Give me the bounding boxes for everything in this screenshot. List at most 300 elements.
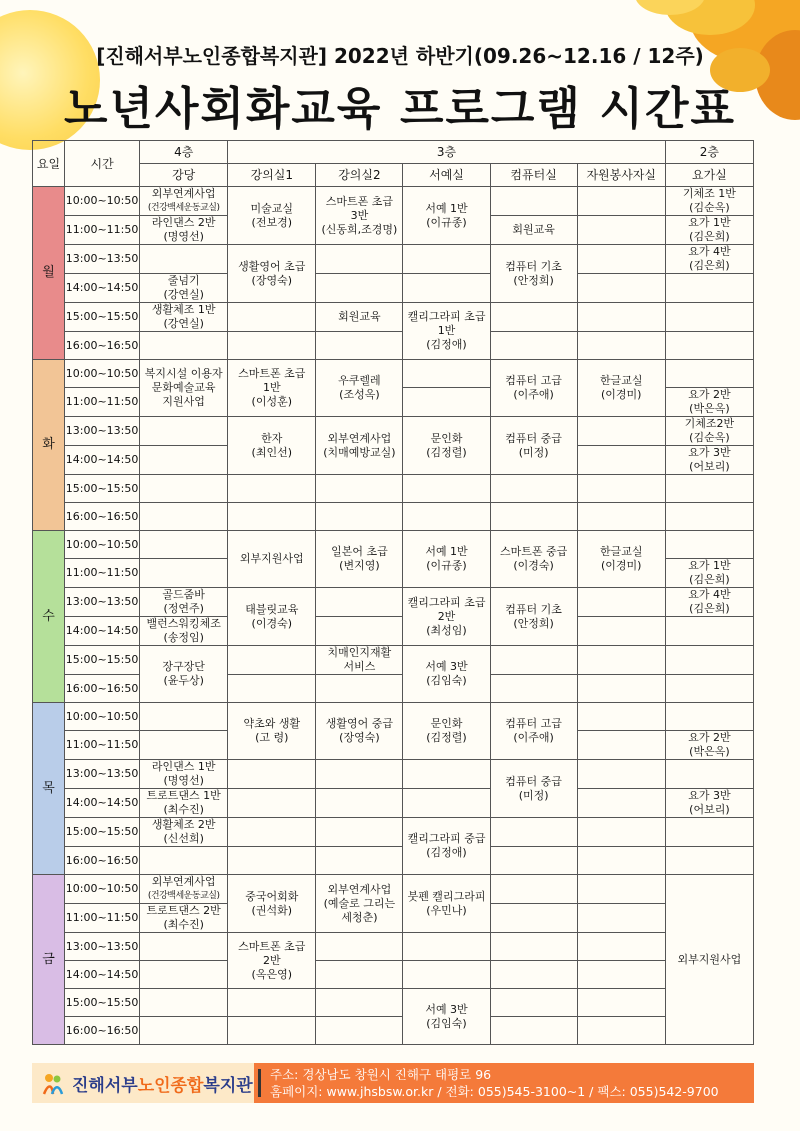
empty-cell <box>577 933 665 961</box>
instructor: (장영숙) <box>251 273 293 287</box>
empty-cell <box>140 731 228 760</box>
instructor: (송정임) <box>163 631 204 644</box>
fri-lecture2-a <box>316 875 403 933</box>
mon-yoga-2 <box>665 245 753 274</box>
empty-cell <box>577 989 665 1017</box>
empty-cell <box>577 274 665 303</box>
program-note: (치매예방교실) <box>323 445 396 459</box>
tue-yoga-3 <box>665 446 753 475</box>
instructor: (박은옥) <box>689 745 730 758</box>
time-slot: 16:00~16:50 <box>65 1017 140 1045</box>
empty-cell <box>140 245 228 274</box>
empty-cell <box>140 847 228 875</box>
program-name: 문화예술교육 <box>151 381 216 394</box>
empty-cell <box>665 847 753 875</box>
footer-info <box>270 1066 719 1100</box>
time-slot: 15:00~15:50 <box>65 646 140 675</box>
empty-cell <box>403 388 490 417</box>
empty-cell <box>577 904 665 933</box>
time-slot: 10:00~10:50 <box>65 703 140 731</box>
day-mon: 월 <box>33 187 65 360</box>
time-slot: 10:00~10:50 <box>65 187 140 216</box>
time-slot: 14:00~14:50 <box>65 274 140 303</box>
org-name-prefix: 진해서부 <box>72 1075 138 1096</box>
program-name: 서예 1반 <box>425 545 468 558</box>
empty-cell <box>316 503 403 531</box>
wed-yoga-1 <box>665 559 753 588</box>
instructor: (김정렬) <box>426 445 467 459</box>
empty-cell <box>316 675 403 703</box>
program-name: 컴퓨터 기초 <box>505 259 562 273</box>
empty-cell <box>577 417 665 446</box>
header-floor-4: 4층 <box>140 141 228 164</box>
program-name: 스마트폰 초급 <box>238 367 306 380</box>
mon-lecture1-b <box>228 245 316 303</box>
thu-auditorium-3 <box>140 789 228 818</box>
tue-auditorium-a <box>140 360 228 417</box>
program-name: 요가 4반 <box>688 588 731 601</box>
footer-brand <box>32 1063 254 1103</box>
empty-cell <box>577 617 665 646</box>
empty-cell <box>228 675 316 703</box>
wed-computer-b <box>490 588 577 646</box>
instructor: (이경숙) <box>513 559 554 572</box>
instructor: (윤두상) <box>163 674 204 687</box>
time-slot: 13:00~13:50 <box>65 760 140 789</box>
footer <box>32 1063 754 1103</box>
instructor: (이주애) <box>513 731 554 744</box>
instructor: (이경숙) <box>251 616 293 630</box>
empty-cell <box>490 503 577 531</box>
program-name: 컴퓨터 중급 <box>505 774 562 788</box>
tue-lecture1-a <box>228 360 316 417</box>
program-name: 약초와 생활 <box>243 717 301 730</box>
empty-cell <box>577 503 665 531</box>
empty-cell <box>403 933 490 961</box>
instructor: (안정희) <box>513 273 554 287</box>
time-slot: 15:00~15:50 <box>65 818 140 847</box>
empty-cell <box>228 789 316 818</box>
empty-cell <box>140 503 228 531</box>
organization-name <box>72 1071 253 1096</box>
program-name: 라인댄스 2반 <box>151 216 216 229</box>
empty-cell <box>140 531 228 559</box>
empty-cell <box>490 475 577 503</box>
instructor: (우민나) <box>426 903 467 917</box>
program-name: 요가 1반 <box>688 216 731 229</box>
timetable <box>32 140 754 1045</box>
empty-cell <box>316 332 403 360</box>
time-slot: 13:00~13:50 <box>65 245 140 274</box>
instructor: (김은희) <box>689 259 730 272</box>
empty-cell <box>490 847 577 875</box>
empty-cell <box>228 760 316 789</box>
program-note: (건강백세운동교실) <box>147 203 220 213</box>
empty-cell <box>577 475 665 503</box>
program-name: 한글교실 <box>599 374 643 387</box>
time-slot: 10:00~10:50 <box>65 360 140 388</box>
time-slot: 10:00~10:50 <box>65 875 140 904</box>
tue-yoga-1 <box>665 388 753 417</box>
empty-cell <box>665 617 753 646</box>
empty-cell <box>316 588 403 617</box>
time-slot: 16:00~16:50 <box>65 847 140 875</box>
empty-cell <box>665 303 753 332</box>
empty-cell <box>665 360 753 388</box>
program-name: 요가 1반 <box>688 559 731 572</box>
organization-logo-icon <box>40 1070 66 1096</box>
time-slot: 11:00~11:50 <box>65 904 140 933</box>
instructor: (장영숙) <box>339 731 380 744</box>
instructor: (미정) <box>518 788 549 802</box>
empty-cell <box>490 187 577 216</box>
fri-calligraphy-c <box>403 989 490 1045</box>
time-slot: 13:00~13:50 <box>65 588 140 617</box>
empty-cell <box>577 332 665 360</box>
program-name: 요가 3반 <box>688 446 731 459</box>
instructor: (김순옥) <box>689 201 730 214</box>
empty-cell <box>316 617 403 646</box>
program-name: 밸런스워킹체조 <box>146 617 221 630</box>
empty-cell <box>577 703 665 731</box>
program-name: 중국어회화 <box>245 889 299 903</box>
empty-cell <box>316 818 403 847</box>
instructor: (어보리) <box>689 803 730 816</box>
program-name: 골드줌바 <box>162 588 205 601</box>
time-slot: 14:00~14:50 <box>65 789 140 818</box>
empty-cell <box>316 274 403 303</box>
empty-cell <box>665 274 753 303</box>
program-name: 서예 3반 <box>425 1002 468 1016</box>
empty-cell <box>316 245 403 274</box>
program-name: 태블릿교육 <box>245 602 299 616</box>
fri-lecture1-b <box>228 933 316 989</box>
empty-cell <box>140 961 228 989</box>
program-note: (건강백세운동교실) <box>147 891 220 901</box>
empty-cell <box>490 875 577 904</box>
instructor: (강연실) <box>163 288 204 301</box>
empty-cell <box>228 503 316 531</box>
instructor: (이규종) <box>426 215 467 229</box>
empty-cell <box>577 961 665 989</box>
empty-cell <box>577 446 665 475</box>
tue-lecture2-a <box>316 360 403 417</box>
time-slot: 16:00~16:50 <box>65 503 140 531</box>
fri-auditorium-1 <box>140 904 228 933</box>
thu-calligraphy-b <box>403 818 490 875</box>
instructor: (김은희) <box>689 230 730 243</box>
empty-cell <box>490 961 577 989</box>
program-name: 기체조2반 <box>684 417 735 430</box>
empty-cell <box>577 646 665 675</box>
program-name: 서예 3반 <box>425 660 468 673</box>
program-name: 지원사업 <box>162 395 205 408</box>
instructor: (최수진) <box>163 803 204 816</box>
mon-computer-1: 회원교육 <box>490 216 577 245</box>
program-name: 스마트폰 중급 <box>499 545 568 558</box>
instructor: (이경미) <box>600 388 642 401</box>
tue-lecture1-b <box>228 417 316 475</box>
empty-cell <box>490 904 577 933</box>
empty-cell <box>577 818 665 847</box>
empty-cell <box>228 1017 316 1045</box>
instructor: (명영선) <box>163 774 204 787</box>
empty-cell <box>577 187 665 216</box>
program-name: 문인화 <box>430 717 463 730</box>
instructor: (명영선) <box>163 230 204 243</box>
program-class: 1반 <box>437 324 456 337</box>
mon-calligraphy-a <box>403 187 490 245</box>
instructor: (박은옥) <box>689 402 730 415</box>
mon-auditorium-4 <box>140 303 228 332</box>
empty-cell <box>140 417 228 446</box>
page-title: 노년사회화교육 프로그램 시간표 <box>64 82 736 135</box>
instructor: (미정) <box>518 445 549 459</box>
wed-yoga-2 <box>665 588 753 617</box>
time-slot: 14:00~14:50 <box>65 961 140 989</box>
program-name: 컴퓨터 고급 <box>505 717 562 730</box>
program-name: 요가 4반 <box>688 245 731 258</box>
tue-lecture2-b <box>316 417 403 475</box>
time-slot: 10:00~10:50 <box>65 531 140 559</box>
program-class: 1반 <box>262 381 281 394</box>
program-note: (예술로 그리는 <box>323 896 396 910</box>
program-name: 미술교실 <box>250 201 294 215</box>
empty-cell <box>140 446 228 475</box>
mon-calligraphy-b <box>403 303 490 360</box>
instructor: (김은희) <box>689 602 730 615</box>
program-name: 생활영어 초급 <box>238 259 306 273</box>
mon-lecture1-a <box>228 187 316 245</box>
empty-cell <box>228 475 316 503</box>
mon-computer-b <box>490 245 577 303</box>
program-name: 장구장단 <box>162 660 205 673</box>
empty-cell <box>316 789 403 818</box>
program-name: 스마트폰 초급 <box>238 939 306 953</box>
empty-cell <box>316 847 403 875</box>
instructor: (이주애) <box>513 388 554 401</box>
time-slot: 16:00~16:50 <box>65 675 140 703</box>
empty-cell <box>665 818 753 847</box>
empty-cell <box>577 588 665 617</box>
empty-cell <box>577 731 665 760</box>
day-tue: 화 <box>33 360 65 531</box>
header-floor-3: 3층 <box>228 141 666 164</box>
program-name: 생활영어 중급 <box>325 717 394 730</box>
program-name: 한자 <box>261 431 283 445</box>
empty-cell <box>316 989 403 1017</box>
program-name: 복지시설 이용자 <box>144 367 223 380</box>
mon-auditorium-3 <box>140 274 228 303</box>
header-time: 시간 <box>65 141 140 187</box>
instructor: (김순옥) <box>689 431 730 444</box>
header-day: 요일 <box>33 141 65 187</box>
wed-lecture2-b <box>316 646 403 675</box>
tue-yoga-2 <box>665 417 753 446</box>
program-name: 일본어 초급 <box>331 545 388 558</box>
empty-cell <box>228 332 316 360</box>
header-room-computer: 컴퓨터실 <box>490 164 577 187</box>
header-room-auditorium: 강당 <box>140 164 228 187</box>
wed-auditorium-3 <box>140 617 228 646</box>
program-class: 2반 <box>262 953 281 967</box>
org-name-highlight: 노인종합 <box>137 1075 204 1096</box>
empty-cell <box>577 245 665 274</box>
empty-cell <box>665 703 753 731</box>
wed-calligraphy-b <box>403 588 490 646</box>
program-name: 스마트폰 초급 <box>325 194 394 208</box>
instructor: (고 령) <box>255 731 289 744</box>
wed-lecture1-a: 외부지원사업 <box>228 531 316 588</box>
empty-cell <box>577 675 665 703</box>
program-name: 캘리그라피 초급 <box>407 595 486 609</box>
instructor: (신동희,조경명) <box>321 222 398 236</box>
instructor: (김임숙) <box>426 674 467 687</box>
program-name: 치매인지재활 <box>327 646 392 659</box>
header-room-yoga: 요가실 <box>665 164 753 187</box>
wed-calligraphy-a <box>403 531 490 588</box>
wed-computer-a <box>490 531 577 588</box>
empty-cell <box>577 789 665 818</box>
program-note: 서비스 <box>343 660 376 673</box>
program-name: 트로트댄스 2반 <box>146 904 221 917</box>
header-floor-2: 2층 <box>665 141 753 164</box>
program-name: 생활체조 2반 <box>151 818 216 831</box>
empty-cell <box>490 303 577 332</box>
thu-computer-a <box>490 703 577 760</box>
time-slot: 13:00~13:50 <box>65 417 140 446</box>
time-slot: 14:00~14:50 <box>65 446 140 475</box>
org-name-suffix: 복지관 <box>203 1075 253 1096</box>
program-name: 요가 3반 <box>688 789 731 802</box>
instructor: (최성임) <box>426 623 467 637</box>
mon-yoga-0 <box>665 187 753 216</box>
program-name: 라인댄스 1반 <box>151 760 216 773</box>
tue-computer-a <box>490 360 577 417</box>
empty-cell <box>140 559 228 588</box>
program-note: 세청춘) <box>341 910 378 924</box>
time-slot: 15:00~15:50 <box>65 475 140 503</box>
day-fri: 금 <box>33 875 65 1045</box>
time-slot: 15:00~15:50 <box>65 303 140 332</box>
empty-cell <box>228 818 316 847</box>
instructor: (이규종) <box>426 559 467 572</box>
time-slot: 11:00~11:50 <box>65 731 140 760</box>
mon-auditorium-1 <box>140 216 228 245</box>
wed-calligraphy-c <box>403 646 490 703</box>
empty-cell <box>140 933 228 961</box>
empty-cell <box>228 646 316 675</box>
program-name: 트로트댄스 1반 <box>146 789 221 802</box>
empty-cell <box>140 332 228 360</box>
program-name: 기체조 1반 <box>682 187 736 200</box>
time-slot: 15:00~15:50 <box>65 989 140 1017</box>
instructor: (김임숙) <box>426 1016 467 1030</box>
instructor: (김정애) <box>426 338 467 351</box>
program-name: 붓펜 캘리그라피 <box>407 889 486 903</box>
wed-lecture2-a <box>316 531 403 588</box>
empty-cell <box>403 760 490 789</box>
empty-cell <box>316 475 403 503</box>
empty-cell <box>577 875 665 904</box>
program-name: 외부연계사업 <box>327 882 392 896</box>
empty-cell <box>577 847 665 875</box>
time-slot: 13:00~13:50 <box>65 933 140 961</box>
program-name: 요가 2반 <box>688 731 731 744</box>
empty-cell <box>228 303 316 332</box>
instructor: (조성옥) <box>339 388 380 401</box>
program-name: 문인화 <box>430 431 463 445</box>
tue-volunteer-a <box>577 360 665 417</box>
subtitle: [진해서부노인종합복지관] 2022년 하반기(09.26~12.16 / 12주) <box>96 44 704 68</box>
program-name: 컴퓨터 고급 <box>505 374 562 387</box>
program-name: 줄넘기 <box>167 274 200 287</box>
instructor: (김정애) <box>426 846 467 859</box>
empty-cell <box>490 818 577 847</box>
instructor: (이성훈) <box>251 395 293 408</box>
time-slot: 11:00~11:50 <box>65 388 140 417</box>
empty-cell <box>665 675 753 703</box>
empty-cell <box>316 933 403 961</box>
header-room-calligraphy: 서예실 <box>403 164 490 187</box>
program-class: 2반 <box>437 609 456 623</box>
time-slot: 11:00~11:50 <box>65 559 140 588</box>
fri-auditorium-0 <box>140 875 228 904</box>
empty-cell <box>490 332 577 360</box>
program-class: 3반 <box>350 208 369 222</box>
empty-cell <box>316 961 403 989</box>
wed-auditorium-2 <box>140 588 228 617</box>
empty-cell <box>140 475 228 503</box>
empty-cell <box>577 303 665 332</box>
time-slot: 14:00~14:50 <box>65 617 140 646</box>
program-name: 생활체조 1반 <box>151 303 216 316</box>
mon-yoga-1 <box>665 216 753 245</box>
header-room-volunteer: 자원봉사자실 <box>577 164 665 187</box>
thu-lecture2-a <box>316 703 403 760</box>
empty-cell <box>490 989 577 1017</box>
thu-computer-b <box>490 760 577 818</box>
day-thu: 목 <box>33 703 65 875</box>
empty-cell <box>490 1017 577 1045</box>
program-name: 컴퓨터 기초 <box>505 602 562 616</box>
instructor: (옥은영) <box>251 967 293 981</box>
empty-cell <box>665 646 753 675</box>
instructor: (전보경) <box>251 215 293 229</box>
program-name: 컴퓨터 중급 <box>505 431 562 445</box>
footer-divider <box>258 1069 261 1097</box>
empty-cell <box>228 989 316 1017</box>
thu-yoga-3 <box>665 789 753 818</box>
program-name: 캘리그라피 중급 <box>407 832 486 845</box>
empty-cell <box>665 503 753 531</box>
thu-auditorium-4 <box>140 818 228 847</box>
fri-yoga-all: 외부지원사업 <box>665 875 753 1045</box>
instructor: (안정희) <box>513 616 554 630</box>
contact-info: 홈페이지: www.jhsbsw.or.kr / 전화: 055)545-3100~1 / 팩스: 055)542-9700 <box>270 1084 719 1099</box>
empty-cell <box>403 789 490 818</box>
fri-lecture1-a <box>228 875 316 933</box>
empty-cell <box>490 675 577 703</box>
program-name: 외부연계사업 <box>327 431 392 445</box>
empty-cell <box>665 332 753 360</box>
instructor: (김은희) <box>689 573 730 586</box>
program-name: 서예 1반 <box>425 201 468 215</box>
empty-cell <box>403 961 490 989</box>
program-name: 외부연계사업 <box>151 187 216 200</box>
empty-cell <box>403 245 490 274</box>
instructor: (김정렬) <box>426 731 467 744</box>
